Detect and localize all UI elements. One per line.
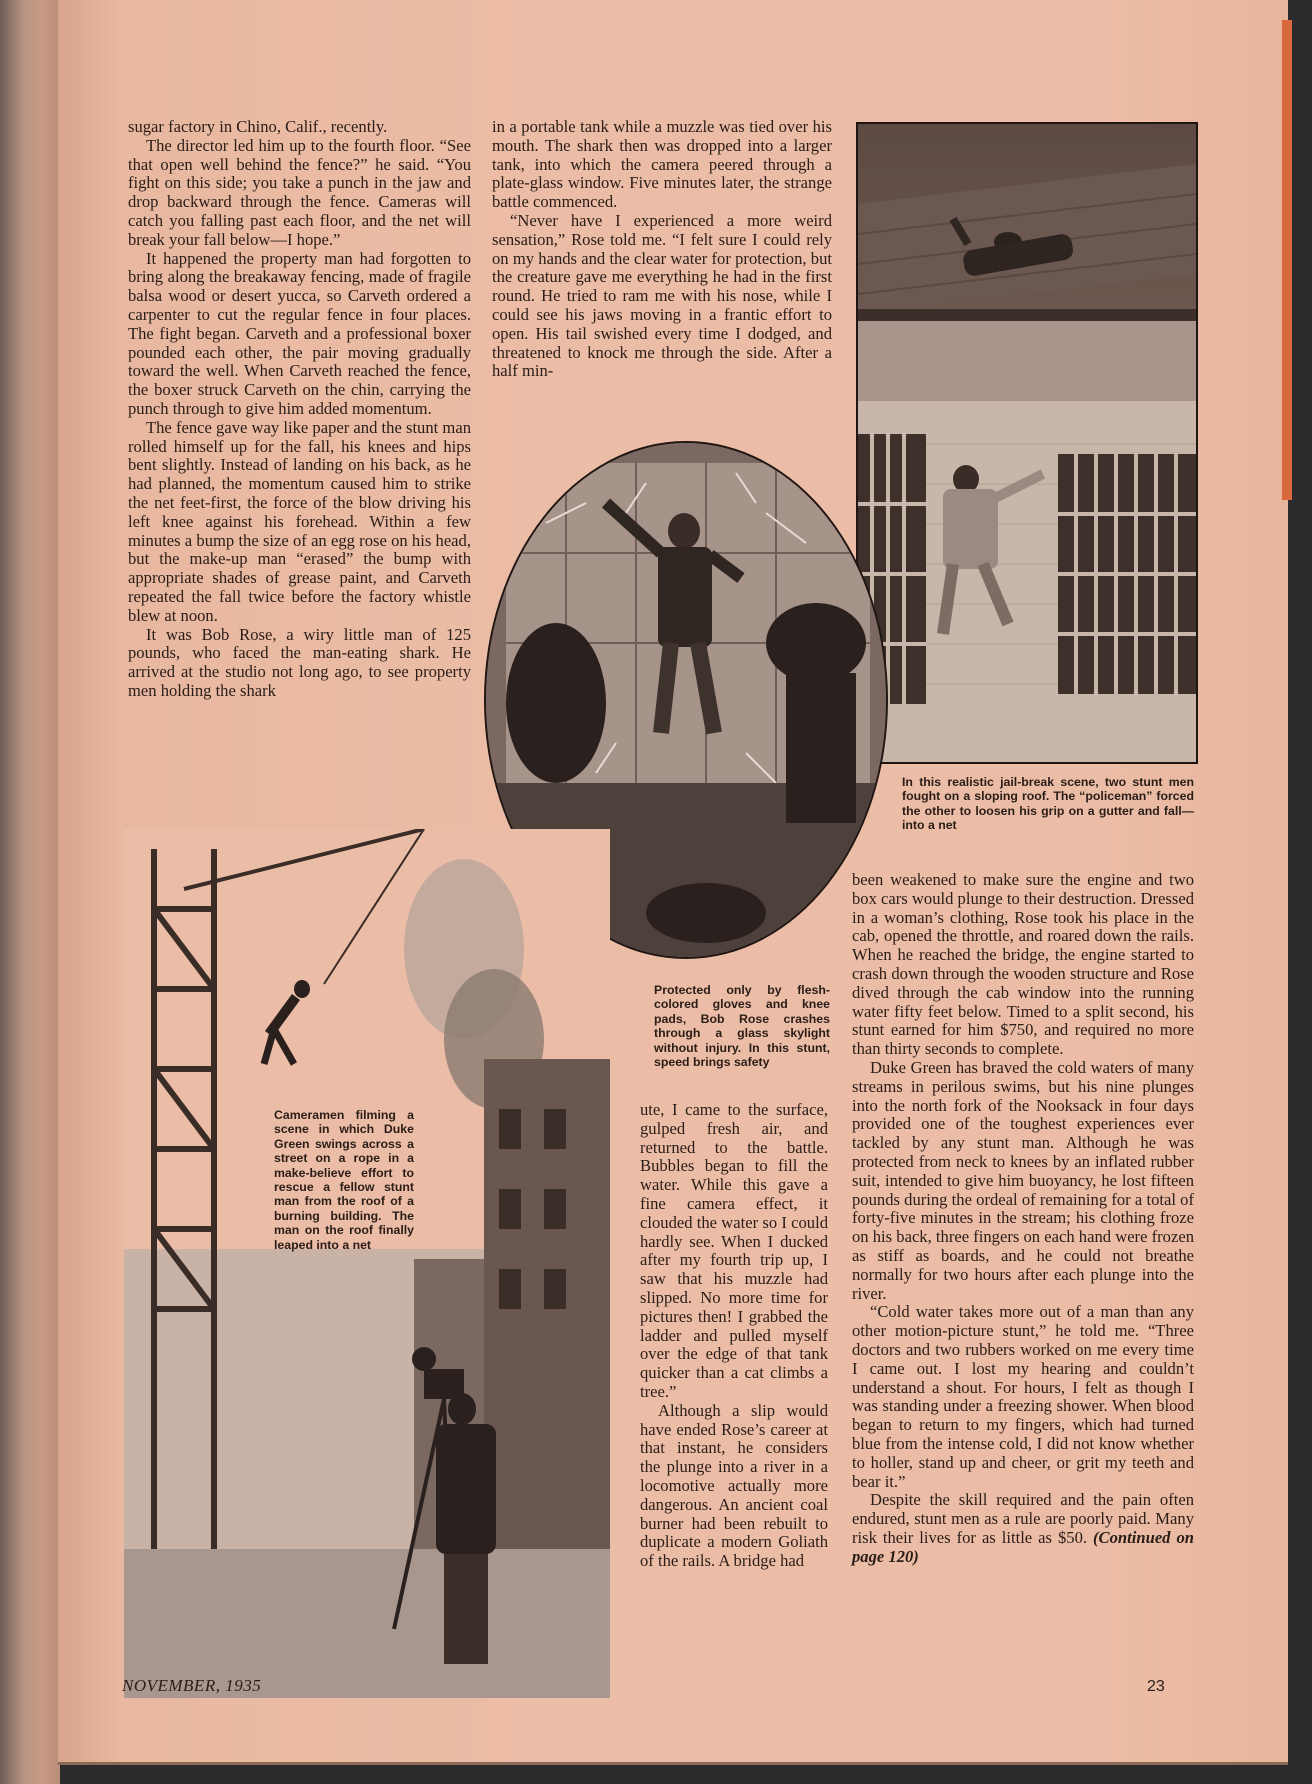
page-edge-strip [1282, 20, 1292, 500]
continued-notice: (Continued on page 120) [852, 1527, 1194, 1566]
paragraph: The director led him up to the fourth floor. “See that open well behind the fence?” he said. “You fight on this side; you take a punch in the jaw and drop backward through the fence. Cameras will catch you falling past each floor, and the net will break your fall below—I hope.” [128, 135, 471, 249]
paragraph: sugar factory in Chino, Calif., recently. [128, 117, 388, 136]
paragraph: Duke Green has braved the cold waters of many streams in perilous swims, but his nine plunges into the north fork of the Nooksack in four days provided one of the toughest experiences ever tackled by any stunt man. Although he was protected from neck to knees by an inflated rubber suit, intended to give him buoyancy, he lost fifteen pounds during the ordeal of remaining for a total of forty-five minutes in the stream; his clothing froze on his back, three fingers on each hand were frozen as stiff as boards, and he could not breathe normally for two hours after each plunge into the river. [852, 1057, 1194, 1303]
skylight-caption: Protected only by flesh-colored gloves and knee pads, Bob Rose crashes through a glass skylight without injury. In this stunt, speed brings safety [654, 983, 830, 1070]
magazine-spine [0, 0, 60, 1784]
paragraph: in a portable tank while a muzzle was tied over his mouth. The shark then was dropped into a larger tank, into which the camera peered through a plate-glass window. Five minutes later, the strange battle commenced. [492, 117, 832, 212]
paragraph: “Never have I experienced a more weird sensation,” Rose told me. “I felt sure I could rely on my hands and the clear water for protection, but the creature gave me everything he had in the first round. He tried to ram me with his nose, while I could see his jaws moving in a frantic effort to open. His tail swished every time I dodged, and threatened to knock me through the side. After a half min- [492, 210, 832, 381]
article-column-1 [128, 118, 471, 701]
paragraph: been weakened to make sure the engine and two box cars would plunge to their destruction. Dressed in a woman’s clothing, Rose took his place in the cab, opened the throttle, and roared down the rails. When he reached the bridge, the engine started to crash down through the wooden structure and Rose dived through the cab window into the running water fifty feet below. Timed to a split second, his stunt earned for him $750, and required no more than thirty seconds to complete. [852, 870, 1194, 1059]
jailbreak-caption: In this realistic jail-break scene, two stunt men fought on a sloping roof. The “policeman” forced the other to loosen his grip on a gutter and fall—into a net [902, 775, 1194, 833]
paragraph: It happened the property man had forgotten to bring along the breakaway fencing, made of fragile balsa wood or desert yucca, so Carveth ordered a carpenter to cut the regular fence in four places. The fight began. Carveth and a professional boxer pounded each other, the pair moving gradually toward the well. When Carveth reached the fence, the boxer struck Carveth on the chin, carrying the punch through to give him added momentum. [128, 248, 471, 418]
article-column-mid [640, 1101, 828, 1571]
cameramen-illustration [124, 829, 610, 1698]
article-column-2 [492, 118, 832, 381]
paragraph [852, 1491, 1194, 1566]
paragraph: “Cold water takes more out of a man than any other motion-picture stunt,” he told me. “Three doctors and two rubbers worked on me every time I came out. I lost my hearing and couldn’t understand a shout. For hours, I felt as though I was standing under a freezing shower. When blood began to return to my fingers, which had turned blue from the intense cold, I did not know whether to holler, stand up and cheer, or grit my teeth and bear it.” [852, 1302, 1194, 1491]
paragraph-text: Despite the skill required and the pain often endured, stunt men as a rule are poorly paid. Many risk their lives for as little as $50. [852, 1490, 1194, 1547]
cameramen-photo [124, 829, 610, 1698]
cameramen-caption: Cameramen filming a scene in which Duke Green swings across a street on a rope in a make-believe effort to rescue a fellow stunt man from the roof of a burning building. The man on the roof finally leaped into a net [274, 1108, 414, 1252]
paragraph: ute, I came to the surface, gulped fresh air, and returned to the battle. Bubbles began to fill the water. While this gave a fine camera effect, it clouded the water so I could hardly see. When I ducked after my fourth trip up, I saw that his muzzle had slipped. No more time for pictures then! I grabbed the ladder and pulled myself over the edge of that tank quicker than a cat climbs a tree.” [640, 1100, 828, 1401]
paragraph: The fence gave way like paper and the stunt man rolled himself up for the fall, his knees and hips bent slightly. Instead of landing on his back, as he had planned, the momentum caused him to strike the net feet-first, the force of the blow driving his left knee against his forehead. Within a few minutes a bump the size of an egg rose on his head, but the make-up man “erased” the bump with appropriate shades of grease paint, and Carveth repeated the fall twice before the factory whistle blew at noon. [128, 417, 471, 625]
jailbreak-photo-frame [856, 122, 1198, 764]
page-number: 23 [1147, 1678, 1165, 1695]
paragraph: It was Bob Rose, a wiry little man of 125 pounds, who faced the man-eating shark. He arrived at the studio not long ago, to see property men holding the shark [128, 624, 471, 700]
paragraph: Although a slip would have ended Rose’s career at that instant, he considers the plunge into a river in a locomotive actually more dangerous. An ancient coal burner had been rebuilt to duplicate a modern Goliath of the rails. A bridge had [640, 1400, 828, 1571]
article-column-3 [852, 871, 1194, 1566]
issue-date: NOVEMBER, 1935 [122, 1676, 262, 1695]
